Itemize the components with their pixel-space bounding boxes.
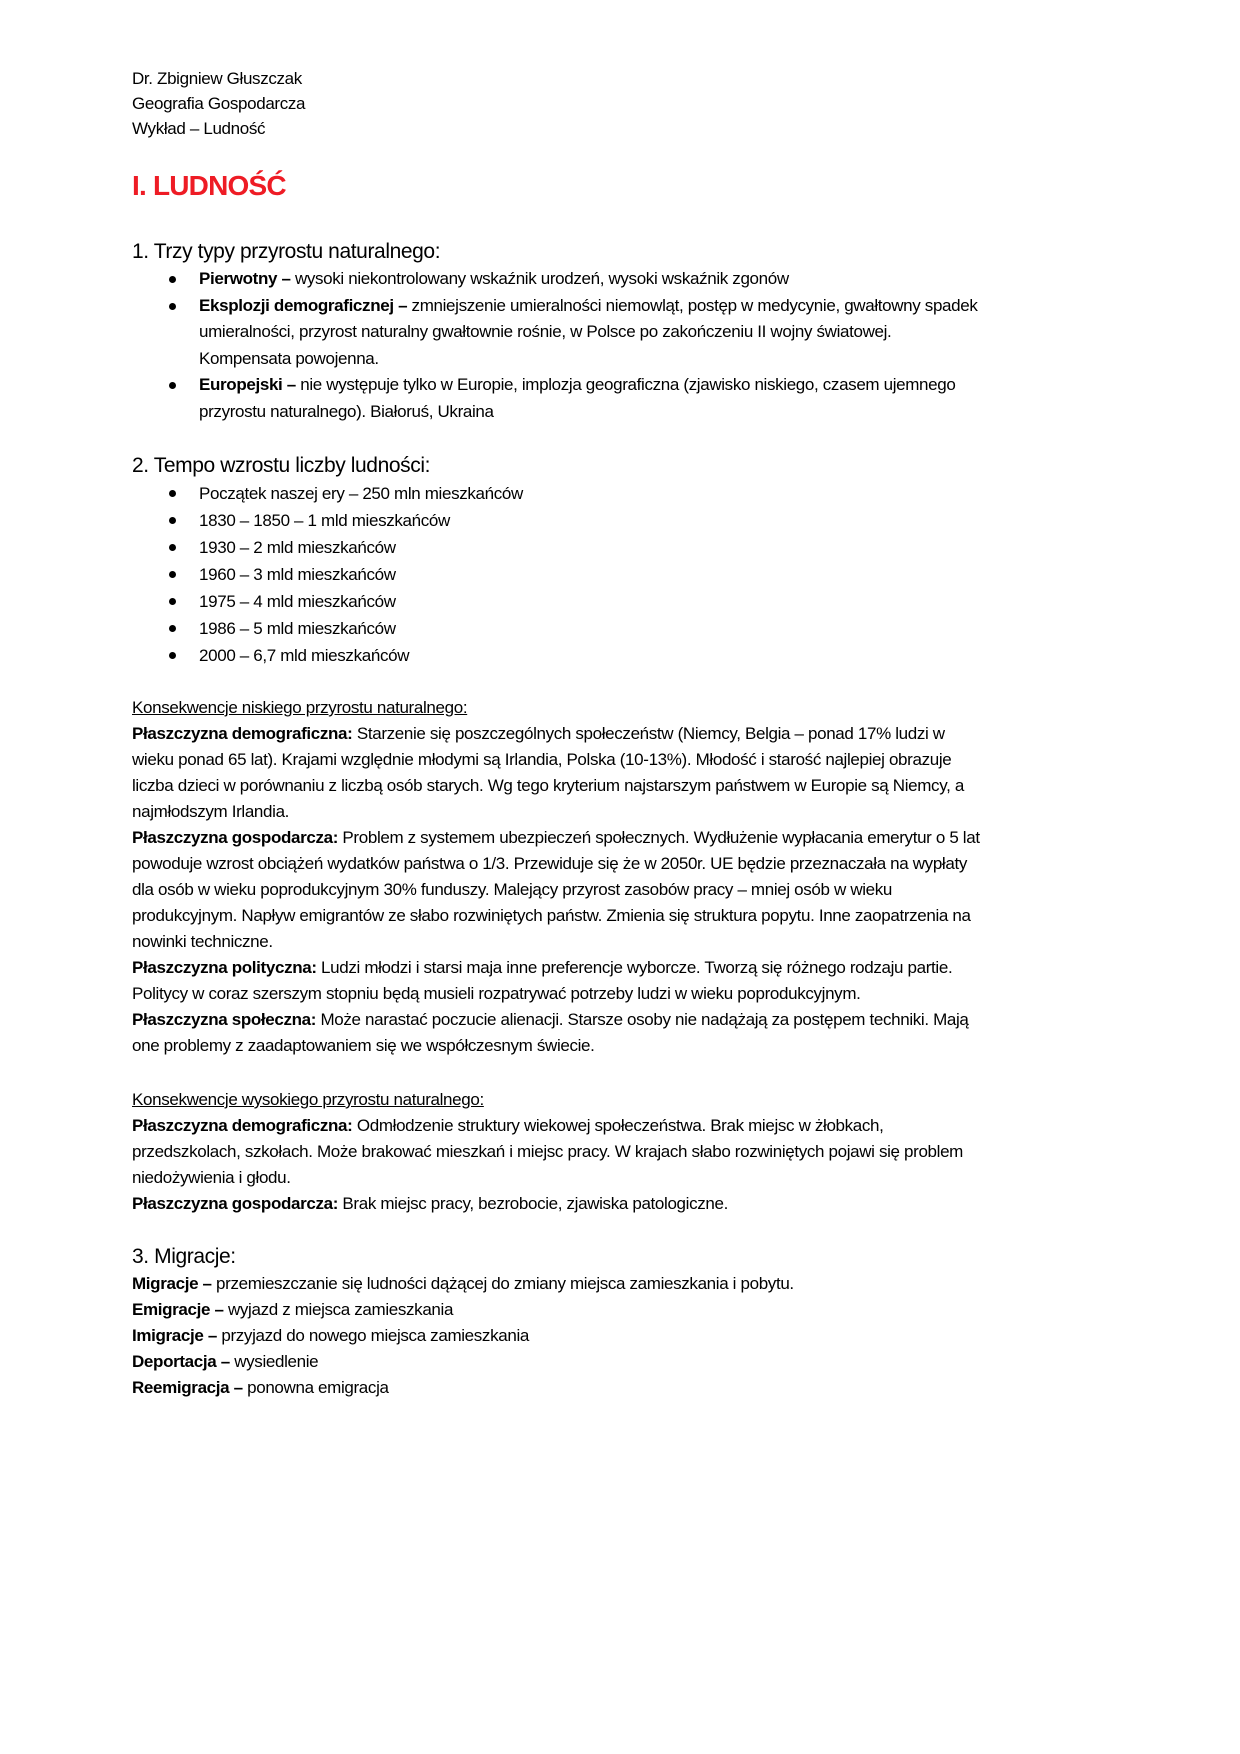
course-name: Geografia Gospodarcza (132, 94, 306, 113)
section-2-list (132, 480, 982, 669)
low-growth-heading: Konsekwencje niskiego przyrostu naturalnego: (132, 698, 468, 717)
paragraph (132, 1297, 982, 1323)
list-item: 2000 – 6,7 mld mieszkańców (199, 642, 982, 669)
paragraph (132, 1191, 982, 1217)
term: Płaszczyzna demograficzna: (132, 724, 353, 743)
section-2-heading: 2. Tempo wzrostu liczby ludności: (132, 454, 431, 477)
paragraph-text: wyjazd z miejsca zamieszkania (223, 1300, 454, 1319)
paragraph-text: przemieszczanie się ludności dążącej do zmiany miejsca zamieszkania i pobytu. (211, 1274, 794, 1293)
term: Migracje – (132, 1274, 212, 1293)
paragraph (132, 1007, 982, 1059)
paragraph-text: ponowna emigracja (242, 1378, 389, 1397)
paragraph-text: Może narastać poczucie alienacji. Starsze osoby nie nadążają za postępem techniki. Mają one problemy z zaadaptowaniem się we współczesnym świecie. (132, 1010, 969, 1055)
list-item (199, 372, 982, 425)
term: Reemigracja – (132, 1378, 243, 1397)
paragraph-text: Starzenie się poszczególnych społeczeństw (Niemcy, Belgia – ponad 17% ludzi w wieku ponad 65 lat). Krajami względnie młodymi są Irlandia, Polska (10-13%). Młodość i starość najlepiej obrazuje liczba dzieci w porównaniu z liczbą osób starych. Wg tego kryterium najstarszym państwem w Europie są Niemcy, a najmłodszym Irlandia. (132, 724, 964, 821)
lecture-name: Wykład – Ludność (132, 119, 266, 138)
term: Płaszczyzna polityczna: (132, 958, 317, 977)
high-growth-heading: Konsekwencje wysokiego przyrostu naturalnego: (132, 1090, 484, 1109)
paragraph-text: Ludzi młodzi i starsi maja inne preferencje wyborcze. Tworzą się różnego rodzaju partie. Politycy w coraz szerszym stopniu będą musieli rozpatrywać potrzeby ludzi w wieku poprodukcyjnym. (132, 958, 953, 1003)
paragraph-text: przyjazd do nowego miejsca zamieszkania (216, 1326, 529, 1345)
section-1-list (132, 266, 982, 425)
list-item: 1975 – 4 mld mieszkańców (199, 588, 982, 615)
list-item: 1986 – 5 mld mieszkańców (199, 615, 982, 642)
section-3-heading: 3. Migracje: (132, 1245, 236, 1268)
paragraph (132, 955, 982, 1007)
document-title: I. LUDNOŚĆ (132, 170, 286, 201)
term: Europejski – (199, 375, 296, 394)
term: Płaszczyzna gospodarcza: (132, 828, 339, 847)
paragraph-text: Problem z systemem ubezpieczeń społecznych. Wydłużenie wypłacania emerytur o 5 lat powoduje wzrost obciążeń wydatków państwa o 1/3. Przewiduje się że w 2050r. UE będzie przeznaczała na wypłaty dla osób w wieku poprodukcyjnym 30% funduszy. Malejący przyrost zasobów pracy – mniej osób w wieku produkcyjnym. Napływ emigrantów ze słabo rozwiniętych państw. Zmienia się struktura popytu. Inne zaopatrzenia na nowinki techniczne. (132, 828, 980, 951)
term: Pierwotny – (199, 269, 291, 288)
paragraph (132, 825, 982, 955)
list-item: 1830 – 1850 – 1 mld mieszkańców (199, 507, 982, 534)
definition: wysoki niekontrolowany wskaźnik urodzeń, wysoki wskaźnik zgonów (290, 269, 789, 288)
paragraph-text: wysiedlenie (229, 1352, 319, 1371)
paragraph-text: Odmłodzenie struktury wiekowej społeczeństwa. Brak miejsc w żłobkach, przedszkolach, szkołach. Może brakować mieszkań i miejsc pracy. W krajach słabo rozwiniętych pojawi się problem niedożywienia i głodu. (132, 1116, 963, 1187)
list-item: 1960 – 3 mld mieszkańców (199, 561, 982, 588)
document-page (132, 66, 982, 1401)
term: Płaszczyzna społeczna: (132, 1010, 317, 1029)
term: Eksplozji demograficznej – (199, 295, 408, 315)
definition: nie występuje tylko w Europie, implozja geograficzna (zjawisko niskiego, czasem ujemnego przyrostu naturalnego). Białoruś, Ukraina (199, 375, 956, 421)
definition: zmniejszenie umieralności niemowląt, postęp w medycynie, gwałtowny spadek umieralności, przyrost naturalny gwałtownie rośnie, w Polsce po zakończeniu II wojny światowej. Kompensata powojenna. (199, 295, 978, 368)
term: Imigracje – (132, 1326, 217, 1345)
paragraph (132, 721, 982, 825)
paragraph-text: Brak miejsc pracy, bezrobocie, zjawiska patologiczne. (338, 1194, 728, 1213)
list-item (199, 266, 982, 293)
paragraph (132, 1349, 982, 1375)
section-1-heading: 1. Trzy typy przyrostu naturalnego: (132, 240, 441, 263)
list-item: 1930 – 2 mld mieszkańców (199, 534, 982, 561)
paragraph (132, 1323, 982, 1349)
term: Deportacja – (132, 1352, 230, 1371)
list-item: Początek naszej ery – 250 mln mieszkańców (199, 480, 982, 507)
term: Płaszczyzna demograficzna: (132, 1116, 353, 1135)
term: Płaszczyzna gospodarcza: (132, 1194, 339, 1213)
list-item (199, 293, 982, 373)
term: Emigracje – (132, 1300, 224, 1319)
paragraph (132, 1271, 982, 1297)
paragraph (132, 1375, 982, 1401)
paragraph (132, 1113, 982, 1191)
author: Dr. Zbigniew Głuszczak (132, 69, 302, 88)
